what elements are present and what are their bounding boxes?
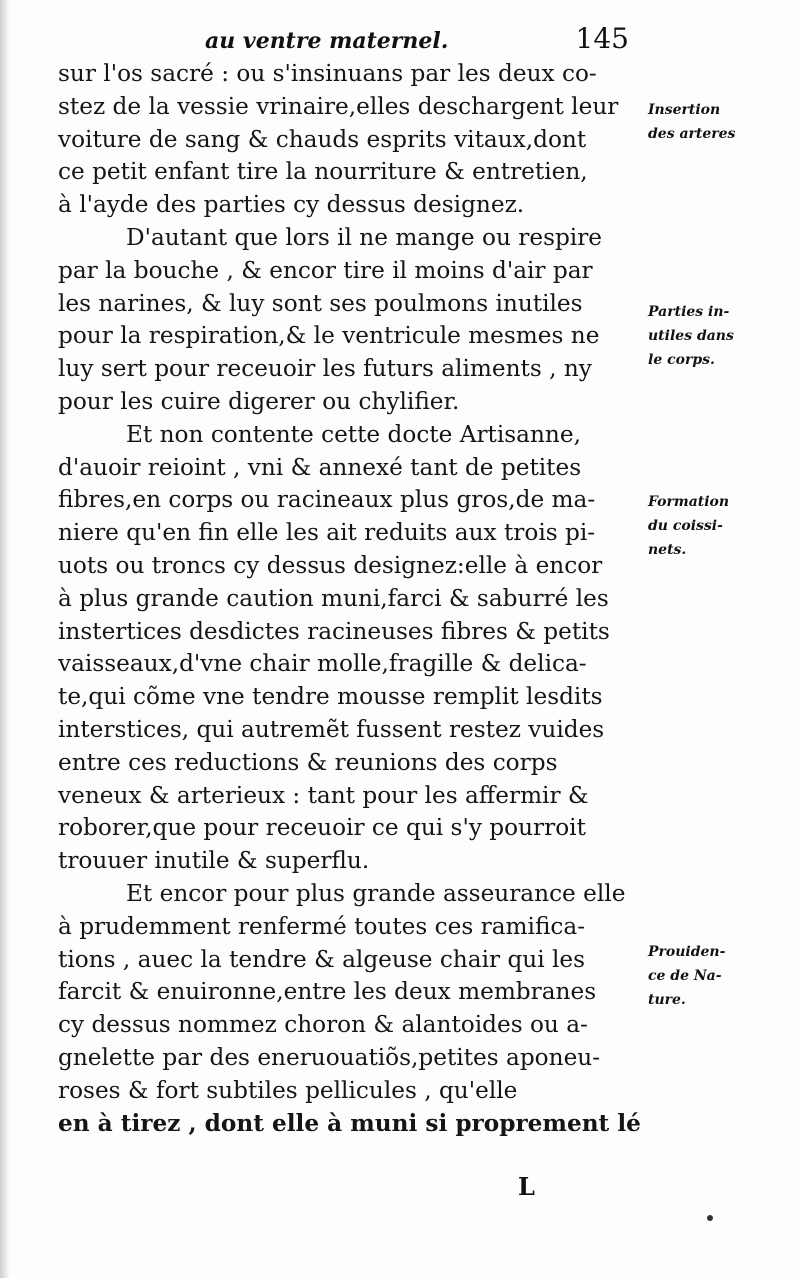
text-line: à l'ayde des parties cy dessus designez. xyxy=(58,191,525,219)
text-line: tions , auec la tendre & algeuse chair qui les xyxy=(58,945,586,973)
text-line: cy dessus nommez choron & alantoides ou a- xyxy=(58,1011,588,1039)
text-line: voiture de sang & chauds esprits vitaux,dont xyxy=(58,125,587,153)
text-line: Et non contente cette docte Artisanne, xyxy=(126,420,581,448)
body-text xyxy=(58,58,648,1140)
text-line: instertices desdictes racineuses fibres & petits xyxy=(58,617,610,645)
margin-note-line: utiles dans xyxy=(648,328,734,344)
text-line: Et encor pour plus grande asseurance elle xyxy=(126,879,626,907)
text-line: les narines, & luy sont ses poulmons inutiles xyxy=(58,289,583,317)
text-line: à prudemment renfermé toutes ces ramifica- xyxy=(58,912,586,940)
page-number: 145 xyxy=(575,22,629,55)
text-line: sur l'os sacré : ou s'insinuans par les deux co- xyxy=(58,60,597,87)
margin-note-line: Prouiden- xyxy=(648,944,726,960)
margin-note-line: du coissi- xyxy=(648,518,723,534)
text-line: interstices, qui autremẽt fussent restez vuides xyxy=(58,715,605,743)
text-line: stez de la vessie vrinaire,elles deschargent leur xyxy=(58,92,619,120)
margin-note-parties xyxy=(648,300,734,372)
text-line: veneux & arterieux : tant pour les affermir & xyxy=(58,781,589,809)
margin-note-line: Parties in- xyxy=(648,304,730,320)
text-line: gnelette par des eneruouatiõs,petites aponeu- xyxy=(58,1043,601,1071)
page-edge-shadow xyxy=(0,0,10,1278)
margin-note-line: nets. xyxy=(648,542,687,558)
text-line: fibres,en corps ou racineaux plus gros,de ma- xyxy=(58,486,596,514)
margin-note-prouidence xyxy=(648,940,725,1012)
page-header xyxy=(195,22,635,62)
text-line: pour les cuire digerer ou chylifier. xyxy=(58,387,460,415)
margin-note-line: Formation xyxy=(648,494,730,510)
text-line: uots ou troncs cy dessus designez:elle à encor xyxy=(58,551,603,579)
text-line: à plus grande caution muni,farci & saburré les xyxy=(58,584,609,612)
text-line: entre ces reductions & reunions des corps xyxy=(58,748,558,776)
margin-note-line: ce de Na- xyxy=(648,968,722,984)
text-line: trouuer inutile & superflu. xyxy=(58,847,370,875)
text-line: en à tirez , dont elle à muni si proprement lé xyxy=(58,1109,641,1137)
text-line: D'autant que lors il ne mange ou respire xyxy=(126,223,603,251)
margin-note-line: Insertion xyxy=(648,102,721,118)
text-line: roses & fort subtiles pellicules , qu'elle xyxy=(58,1076,518,1104)
text-line: ce petit enfant tire la nourriture & entretien, xyxy=(58,158,588,186)
margin-note-line: ture. xyxy=(648,992,686,1008)
margin-note-line: des arteres xyxy=(648,126,736,142)
text-line: farcit & enuironne,entre les deux membranes xyxy=(58,978,597,1006)
ink-speck xyxy=(707,1215,713,1221)
text-line: roborer,que pour receuoir ce qui s'y pourroit xyxy=(58,814,586,842)
text-line: vaisseaux,d'vne chair molle,fragille & delica- xyxy=(58,650,587,678)
signature-mark: L xyxy=(518,1172,535,1201)
text-line: niere qu'en fin elle les ait reduits aux trois pi- xyxy=(58,519,596,547)
margin-note-line: le corps. xyxy=(648,352,715,368)
text-line: luy sert pour receuoir les futurs aliments , ny xyxy=(58,355,592,383)
text-line: d'auoir reioint , vni & annexé tant de petites xyxy=(58,453,582,481)
text-line: pour la respiration,& le ventricule mesmes ne xyxy=(58,322,600,350)
margin-note-insertion xyxy=(648,98,735,146)
margin-note-formation xyxy=(648,490,729,562)
text-line: par la bouche , & encor tire il moins d'air par xyxy=(58,256,593,284)
text-line: te,qui cõme vne tendre mousse remplit lesdits xyxy=(58,683,603,711)
running-head: au ventre maternel. xyxy=(205,28,449,54)
